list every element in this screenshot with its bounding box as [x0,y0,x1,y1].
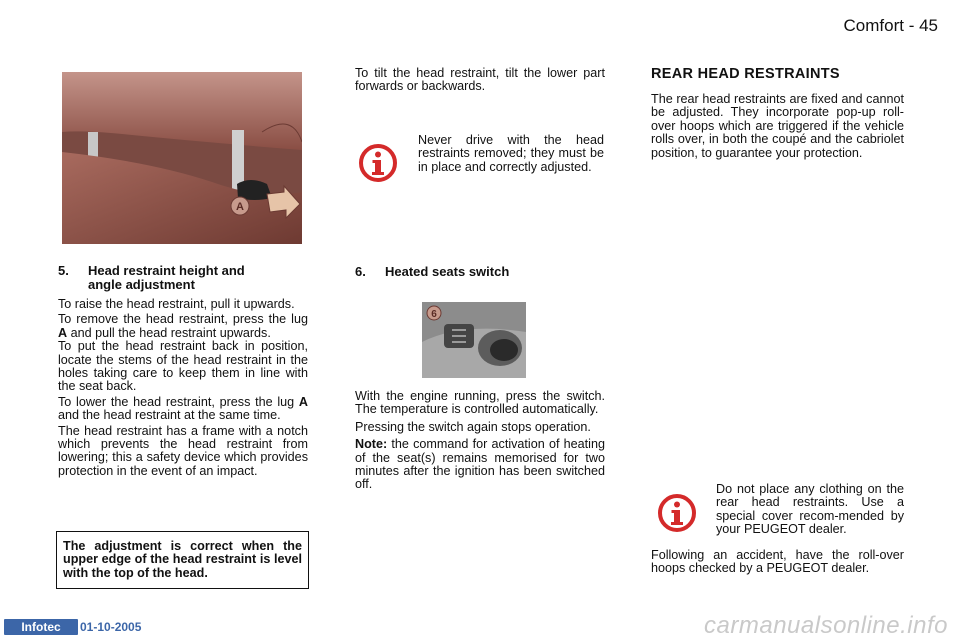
infotec-logo: Infotec [4,619,78,635]
raise-text: To raise the head restraint, pull it upwards. [58,297,295,311]
section-6-title: Heated seats switch [385,264,510,279]
remove-text: To remove the head restraint, press the lug A and pull the head restraint upwards. [58,312,308,340]
section-6-heading [355,265,605,279]
warning-icon [358,143,398,188]
col1-content [58,264,308,478]
watermark: carmanualsonline.info [704,612,948,639]
lug-label: A [298,394,308,409]
refit-text: To put the head restraint back in position, locate the stems of the head restraint in the holes taking care to keep them in line with the seat back. [58,339,308,394]
section-5-number: 5. [58,263,69,278]
section-6-number: 6. [355,264,366,279]
lower-text: To lower the head restraint, press the lug A and the head restraint at the same time. [58,394,308,423]
heated-seat-switch-photo [422,302,526,378]
rollover-check-text: Following an accident, have the roll-over hoops checked by a PEUGEOT dealer. [651,548,904,576]
footer-date: 01-10-2005 [80,620,142,634]
col2-body [355,390,605,492]
lug-label: A [58,325,68,340]
page-title: Comfort - 45 [843,16,938,35]
rear-clothing-warning: Do not place any clothing on the rear head restraints. Use a special cover recom-mended by your PEUGEOT dealer. [716,482,904,537]
note-label: Note: [355,437,388,452]
head-restraint-warning: Never drive with the head restraints removed; they must be in place and correctly adjusted. [418,133,604,174]
rear-head-restraints-text: The rear head restraints are fixed and cannot be adjusted. They incorporate pop-up roll-over hoops which are triggered if the vehicle rolls over, in both the coupé and the cabriolet position, to guarantee your protection. [651,92,904,160]
head-restraint-photo [62,72,302,244]
warning-icon [657,493,697,538]
frame-notch-text: The head restraint has a frame with a notch which prevents the head restraint from lowering; this a safety device which provides protection in the event of an impact. [58,423,308,478]
figure-label-a: A [236,201,244,213]
rear-head-restraints-title: REAR HEAD RESTRAINTS [651,66,840,82]
section-5-title-line2: angle adjustment [88,277,195,292]
tilt-text: To tilt the head restraint, tilt the lower part forwards or backwards. [355,66,605,94]
section-5-heading [58,264,308,292]
figure-label-6: 6 [431,309,437,320]
note-text: Note: the command for activation of heating of the seat(s) remains memorised for two minutes after the ignition has been switched off. [355,437,605,492]
section-5-title-line1: Head restraint height and [88,263,245,278]
adjustment-note-box: The adjustment is correct when the upper edge of the head restraint is level with the top of the head. [56,531,309,589]
heated-seat-text: With the engine running, press the switch. The temperature is controlled automatically. [355,389,605,417]
stop-text: Pressing the switch again stops operation. [355,419,591,434]
